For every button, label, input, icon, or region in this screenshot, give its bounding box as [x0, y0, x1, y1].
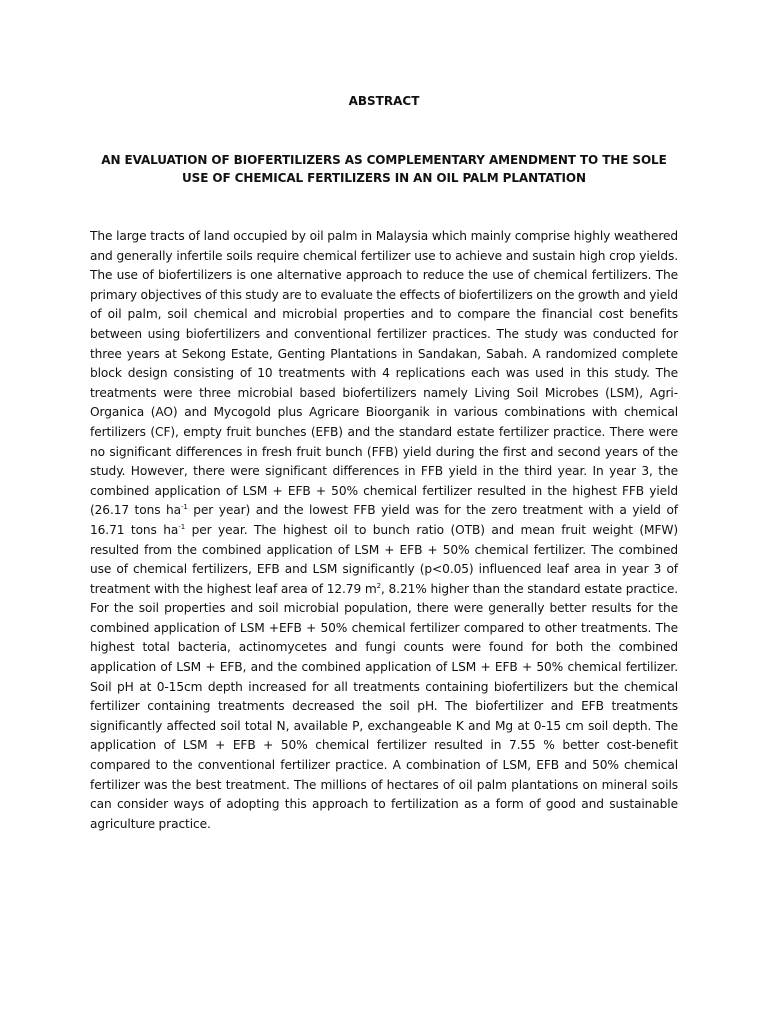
abstract-heading: ABSTRACT: [348, 94, 420, 108]
abstract-text-part-2: per year) and the lowest FFB yield was for the zero treatment with a yield of 16.71 tons ha: [90, 503, 678, 537]
abstract-text-part-4: , 8.21% higher than the standard estate practice. For the soil properties and soil microbial population, there were generally better results for the combined application of LSM +EFB + 50% chemical fertilizer compared to other treatments. The highest total bacteria, actinomycetes and fungi counts were found for both the combined application of LSM + EFB, and the combined application of LSM + EFB + 50% chemical fertilizer. Soil pH at 0-15cm depth increased for all treatments containing biofertilizers but the chemical fertilizer containing treatments decreased the soil pH. The biofertilizer and EFB treatments significantly affected soil total N, available P, exchangeable K and Mg at 0-15 cm soil depth. The application of LSM + EFB + 50% chemical fertilizer resulted in 7.55 % better cost-benefit compared to the conventional fertilizer practice. A combination of LSM, EFB and 50% chemical fertilizer was the best treatment. The millions of hectares of oil palm plantations on mineral soils can consider ways of adopting this approach to fertilization as a form of good and sustainable agriculture practice.: [90, 581, 679, 831]
unit-superscript-3: 2: [376, 581, 381, 590]
abstract-text-part-3: per year. The highest oil to bunch ratio (OTB) and mean fruit weight (MFW) resulted from the combined application of LSM + EFB + 50% chemical fertilizer. The combined use of chemical fertilizers, EFB and LSM significantly (p<0.05) influenced leaf area in year 3 of treatment with the highest leaf area of 12.79 m: [90, 522, 678, 596]
paper-title: AN EVALUATION OF BIOFERTILIZERS AS COMPLEMENTARY AMENDMENT TO THE SOLE USE OF CHEMICAL FERTILIZERS IN AN OIL PALM PLANTATION: [101, 153, 667, 185]
abstract-body: [90, 227, 678, 834]
unit-superscript-1: -1: [180, 503, 188, 512]
unit-superscript-2: -1: [178, 522, 186, 531]
abstract-text-part-1: The large tracts of land occupied by oil palm in Malaysia which mainly comprise highly weathered and generally infertile soils require chemical fertilizer use to achieve and sustain high crop yields. The use of biofertilizers is one alternative approach to reduce the use of chemical fertilizers. The primary objectives of this study are to evaluate the effects of biofertilizers on the growth and yield of oil palm, soil chemical and microbial properties and to compare the financial cost benefits between using biofertilizers and conventional fertilizer practices. The study was conducted for three years at Sekong Estate, Genting Plantations in Sandakan, Sabah. A randomized complete block design consisting of 10 treatments with 4 replications each was used in this study. The treatments were three microbial based biofertilizers namely Living Soil Microbes (LSM), Agri-Organica (AO) and Mycogold plus Agricare Bioorganik in various combinations with chemical fertilizers (CF), empty fruit bunches (EFB) and the standard estate fertilizer practice. There were no significant differences in fresh fruit bunch (FFB) yield during the first and second years of the study. However, there were significant differences in FFB yield in the third year. In year 3, the combined application of LSM + EFB + 50% chemical fertilizer resulted in the highest FFB yield (26.17 tons ha: [90, 229, 678, 518]
